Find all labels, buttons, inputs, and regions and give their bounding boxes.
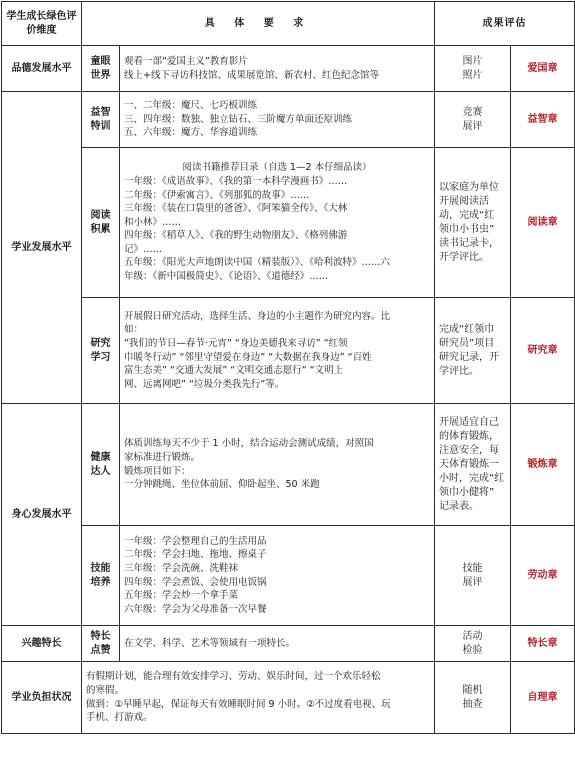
text-line: 一、二年级：魔尺、七巧板训练 xyxy=(124,100,258,112)
text-line: “我们的节日—春节·元宵” “身边美德我来寻访” “红领 xyxy=(124,337,348,349)
text-line: 注意安全，每 xyxy=(439,444,500,456)
text-line: 阅读书籍推荐目录（自选 1—2 本仔细品读） xyxy=(182,162,372,174)
evaluation-method xyxy=(435,148,511,298)
text-line: 二年级：《伊索寓言》、《列那狐的故事》…… xyxy=(124,189,310,201)
text-line: 年级：《新中国极简史》、《论语》、《道德经》…… xyxy=(124,271,329,283)
text-line: 一年级：学会整理自己的生活用品 xyxy=(124,535,267,547)
sub-item-research: 研究学习 xyxy=(82,298,120,404)
header-evaluation: 成果评估 xyxy=(435,2,575,46)
text-line: 四年级：学会煮饭、会使用电饭锅 xyxy=(124,576,267,588)
text-line: 三、四年级：数独、独立钻石、三阶魔方单面还原训练 xyxy=(124,113,353,125)
badge-label: 研究章 xyxy=(511,298,575,404)
text-line: 一年级：《成语故事》、《我的第一本科学漫画书》…… xyxy=(124,175,348,187)
requirements-cell xyxy=(120,46,435,92)
text-line: 网、远离网吧” “垃圾分类我先行”等。 xyxy=(124,378,285,390)
dimension-physical-mental: 身心发展水平 xyxy=(2,404,82,626)
row-research xyxy=(2,298,575,404)
text-line: 手机、打游戏。 xyxy=(86,712,153,724)
text-line: 记》…… xyxy=(124,243,163,255)
text-line: 开学评比。 xyxy=(439,251,490,263)
text-line: 活动 xyxy=(462,630,483,642)
badge-label: 自理章 xyxy=(511,662,575,734)
text-line: 研究记录，开 xyxy=(439,351,500,363)
text-line: 家标准进行锻炼。 xyxy=(124,451,201,463)
evaluation-method xyxy=(435,626,511,662)
evaluation-method xyxy=(435,46,511,92)
sub-item-life-skills: 技能培养 xyxy=(82,526,120,626)
text-line: 五、六年级：魔方、华容道训练 xyxy=(124,127,258,139)
row-workload xyxy=(2,662,575,734)
text-line: 领巾小健将” xyxy=(439,486,495,498)
text-line: 展评 xyxy=(462,576,483,588)
sub-item-childs-eye-world: 童眼世界 xyxy=(82,46,120,92)
text-line: 有假期计划，能合理有效安排学习、劳动、娱乐时间，过一个欢乐轻松 xyxy=(86,671,381,683)
text-line: 展评 xyxy=(462,120,483,132)
requirements-cell xyxy=(120,526,435,626)
text-line: 学评比。 xyxy=(439,365,480,377)
row-puzzle-training xyxy=(2,92,575,148)
badge-label: 劳动章 xyxy=(511,526,575,626)
evaluation-table xyxy=(1,1,575,734)
evaluation-method xyxy=(435,298,511,404)
text-line: 以家庭为单位 xyxy=(439,181,500,193)
text-line: 一分钟跳绳、坐位体前屈、仰卧起坐、50 米跑 xyxy=(124,479,320,491)
text-line: 小时，完成“红 xyxy=(439,472,505,484)
text-line: 做到：①早睡早起，保证每天有效睡眠时间 9 小时。②不过度看电视、玩 xyxy=(86,698,391,710)
requirements-cell xyxy=(120,92,435,148)
header-requirements: 具 体 要 求 xyxy=(82,2,435,46)
requirements-cell xyxy=(120,148,435,298)
text-line: 体质训练每天不少于 1 小时，结合运动会测试成绩，对照国 xyxy=(124,438,374,450)
text-line: 巾暖冬行动” “邻里守望爱在身边” “大数据在我身边” “百姓 xyxy=(124,351,372,363)
requirements-cell xyxy=(120,298,435,404)
text-line: 完成“红领巾 xyxy=(439,323,495,335)
sub-item-talent: 特长点赞 xyxy=(82,626,120,662)
text-line: 和小林》…… xyxy=(124,216,182,228)
text-line: 记录表。 xyxy=(439,500,480,512)
text-line: 五年级：学会炒一个拿手菜 xyxy=(124,590,239,602)
text-line: 线上+线下寻访科技馆、成果展览馆、新农村、红色纪念馆等 xyxy=(124,69,379,81)
badge-label: 锻炼章 xyxy=(511,404,575,526)
dimension-workload: 学业负担状况 xyxy=(2,662,82,734)
dimension-academic: 学业发展水平 xyxy=(2,92,82,404)
sub-item-fitness: 健康达人 xyxy=(82,404,120,526)
text-line: 技能 xyxy=(462,562,483,574)
row-fitness xyxy=(2,404,575,526)
row-moral-patriotism xyxy=(2,46,575,92)
badge-label: 阅读章 xyxy=(511,148,575,298)
text-line: 天体育锻炼一 xyxy=(439,458,500,470)
text-line: 的寒假。 xyxy=(86,684,125,696)
dimension-interest: 兴趣特长 xyxy=(2,626,82,662)
badge-label: 特长章 xyxy=(511,626,575,662)
badge-label: 爱国章 xyxy=(511,46,575,92)
requirements-cell xyxy=(120,626,435,662)
text-line: 读书记录卡， xyxy=(439,237,500,249)
text-line: 抽查 xyxy=(462,698,483,710)
badge-label: 益智章 xyxy=(511,92,575,148)
evaluation-method xyxy=(435,404,511,526)
text-line: 在文学、科学、艺术等领域有一项特长。 xyxy=(124,637,296,649)
requirements-cell xyxy=(120,404,435,526)
evaluation-method xyxy=(435,662,511,734)
text-line: 竞赛 xyxy=(462,106,483,118)
text-line: 观看一部“爱国主义”教育影片 xyxy=(124,55,248,67)
requirements-cell xyxy=(82,662,435,734)
text-line: 动，完成“红 xyxy=(439,209,495,221)
dimension-moral: 品德发展水平 xyxy=(2,46,82,92)
text-line: 开展假日研究活动，选择生活、身边的小主题作为研究内容。比 xyxy=(124,310,391,322)
text-line: 随机 xyxy=(462,684,483,696)
text-line: 研究员”项目 xyxy=(439,337,495,349)
evaluation-method xyxy=(435,526,511,626)
header-row xyxy=(2,2,575,46)
text-line: 锻炼项目如下： xyxy=(124,465,191,477)
text-line: 图片 xyxy=(462,55,483,67)
text-line: 开展适宜自己 xyxy=(439,416,500,428)
evaluation-method xyxy=(435,92,511,148)
text-line: 的体育锻炼， xyxy=(439,430,500,442)
text-line: 照片 xyxy=(462,69,483,81)
text-line: 三年级：学会洗碗、洗鞋袜 xyxy=(124,562,239,574)
row-talent xyxy=(2,626,575,662)
text-line: 六年级：学会为父母准备一次早餐 xyxy=(124,603,267,615)
text-line: 检验 xyxy=(462,644,483,656)
text-line: 五年级：《阳光大声地朗读中国（精装版）》、《哈利波特》……六 xyxy=(124,257,391,269)
text-line: 开展阅读活 xyxy=(439,195,490,207)
text-line: 如： xyxy=(124,324,144,336)
text-line: 富生态美” “交通大发展” “文明交通志愿行” “文明上 xyxy=(124,365,344,377)
header-dimension: 学生成长绿色评价维度 xyxy=(2,2,82,46)
row-life-skills xyxy=(2,526,575,626)
sub-item-reading: 阅读积累 xyxy=(82,148,120,298)
text-line: 三年级：《装在口袋里的爸爸》、《阿笨猫全传》、《大林 xyxy=(124,203,348,215)
row-reading xyxy=(2,148,575,298)
text-line: 四年级：《稻草人》、《我的野生动物朋友》、《格列佛游 xyxy=(124,230,348,242)
text-line: 领巾小书虫” xyxy=(439,223,495,235)
text-line: 二年级：学会扫地、拖地、擦桌子 xyxy=(124,549,267,561)
sub-item-puzzle-training: 益智特训 xyxy=(82,92,120,148)
